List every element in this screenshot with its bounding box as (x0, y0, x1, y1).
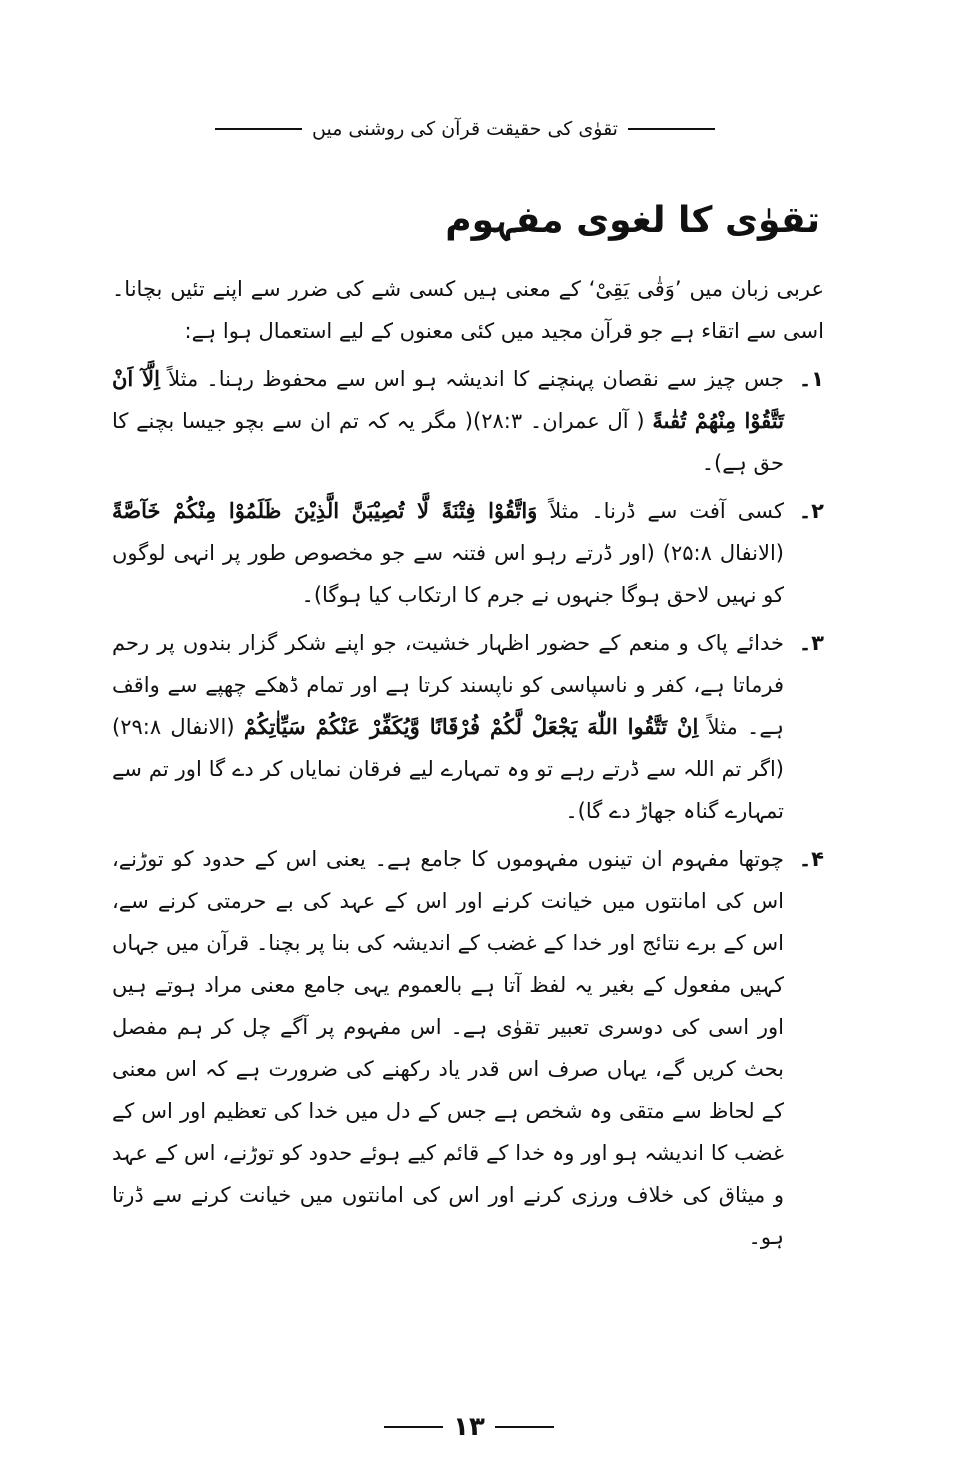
footer-rule-left (384, 1426, 443, 1428)
section-heading: تقوٰی کا لغوی مفہوم (445, 200, 820, 241)
running-title: تقوٰی کی حقیقت قرآن کی روشنی میں (312, 118, 618, 140)
page-footer (384, 1412, 554, 1442)
list-item (112, 622, 824, 832)
item-number: ۴۔ (798, 847, 824, 871)
item-text: چوتھا مفہوم ان تینوں مفہوموں کا جامع ہے۔ یعنی اس کے حدود کو توڑنے، اس کی امانتوں میں خیانت کرنے اور اس کے عہد کی بے حرمتی کرنے سے، اس کے برے نتائج اور خدا کے غضب کے اندیشہ کی بنا پر بچنا۔ قرآن میں جہاں کہیں مفعول کے بغیر یہ لفظ آتا ہے بالعموم یہی جامع معنی مراد ہوتے ہیں اور اسی کی دوسری تعبیر تقوٰی ہے۔ اس مفہوم پر آگے چل کر ہم مفصل بحث کریں گے، یہاں صرف اس قدر یاد رکھنے کی ضرورت ہے کہ اس معنی کے لحاظ سے متقی وہ شخص ہے جس کے دل میں خدا کی تعظیم اور اس کے غضب کا اندیشہ ہو اور وہ خدا کے قائم کیے ہوئے حدود کو توڑنے، اس کے عہد و میثاق کی خلاف ورزی کرنے اور اس کی امانتوں میں خیانت کرنے سے ڈرتا ہو۔ (112, 847, 784, 1249)
footer-rule-right (495, 1426, 554, 1428)
list-item (112, 838, 824, 1258)
header-rule-left (215, 128, 302, 130)
item-text-after: (الانفال ۲۹:۸) (اگر تم اللہ سے ڈرتے رہے تو وہ تمہارے لیے فرقان نمایاں کر دے گا اور تم سے تمہارے گناہ جھاڑ دے گا)۔ (112, 715, 784, 823)
item-text: جس چیز سے نقصان پہنچنے کا اندیشہ ہو اس سے محفوظ رہنا۔ مثلاً (168, 367, 784, 391)
running-header (215, 112, 715, 146)
intro-paragraph: عربی زبان میں ’وَقٰی یَقِیْ‘ کے معنی ہیں کسی شے کی ضرر سے اپنے تئیں بچانا۔ اسی سے اتقاء ہے جو قرآن مجید میں کئی معنوں کے لیے استعمال ہوا ہے: (112, 277, 824, 343)
header-rule-right (628, 128, 715, 130)
item-text: خدائے پاک و منعم کے حضور اظہار خشیت، جو اپنے شکر گزار بندوں پر رحم فرماتا ہے، کفر و ناسپاسی کو ناپسند کرتا ہے اور تمام ڈھکے چھپے سے واقف ہے۔ مثلاً (112, 631, 784, 739)
item-text: کسی آفت سے ڈرنا۔ مثلاً (549, 499, 784, 523)
quran-verse: اِلَّآ اَنْ تَتَّقُوْا مِنْهُمْ تُقٰىةً (112, 366, 784, 433)
page-number: ۱۳ (453, 1412, 485, 1442)
body-text (112, 268, 824, 1264)
item-number: ۲۔ (798, 499, 824, 523)
item-number: ۳۔ (798, 631, 824, 655)
list-item (112, 358, 824, 484)
quran-verse: اِنْ تَتَّقُوا اللّٰهَ يَجْعَلْ لَّكُمْ فُرْقَانًا وَّيُكَفِّرْ عَنْكُمْ سَيِّاٰتِكُمْ (243, 714, 699, 739)
item-text-after: (الانفال ۲۵:۸) (اور ڈرتے رہو اس فتنہ سے جو مخصوص طور پر انہی لوگوں کو نہیں لاحق ہوگا جنہوں نے جرم کا ارتکاب کیا ہوگا)۔ (112, 541, 784, 607)
list-item (112, 490, 824, 616)
item-text-after: ( آل عمران۔ ۲۸:۳)( مگر یہ کہ تم ان سے بچو جیسا بچنے کا حق ہے)۔ (112, 409, 784, 475)
item-number: ۱۔ (798, 367, 824, 391)
quran-verse: وَاتَّقُوْا فِتْنَةً لَّا تُصِيْبَنَّ الَّذِيْنَ ظَلَمُوْا مِنْكُمْ خَآصَّةً (112, 498, 538, 523)
